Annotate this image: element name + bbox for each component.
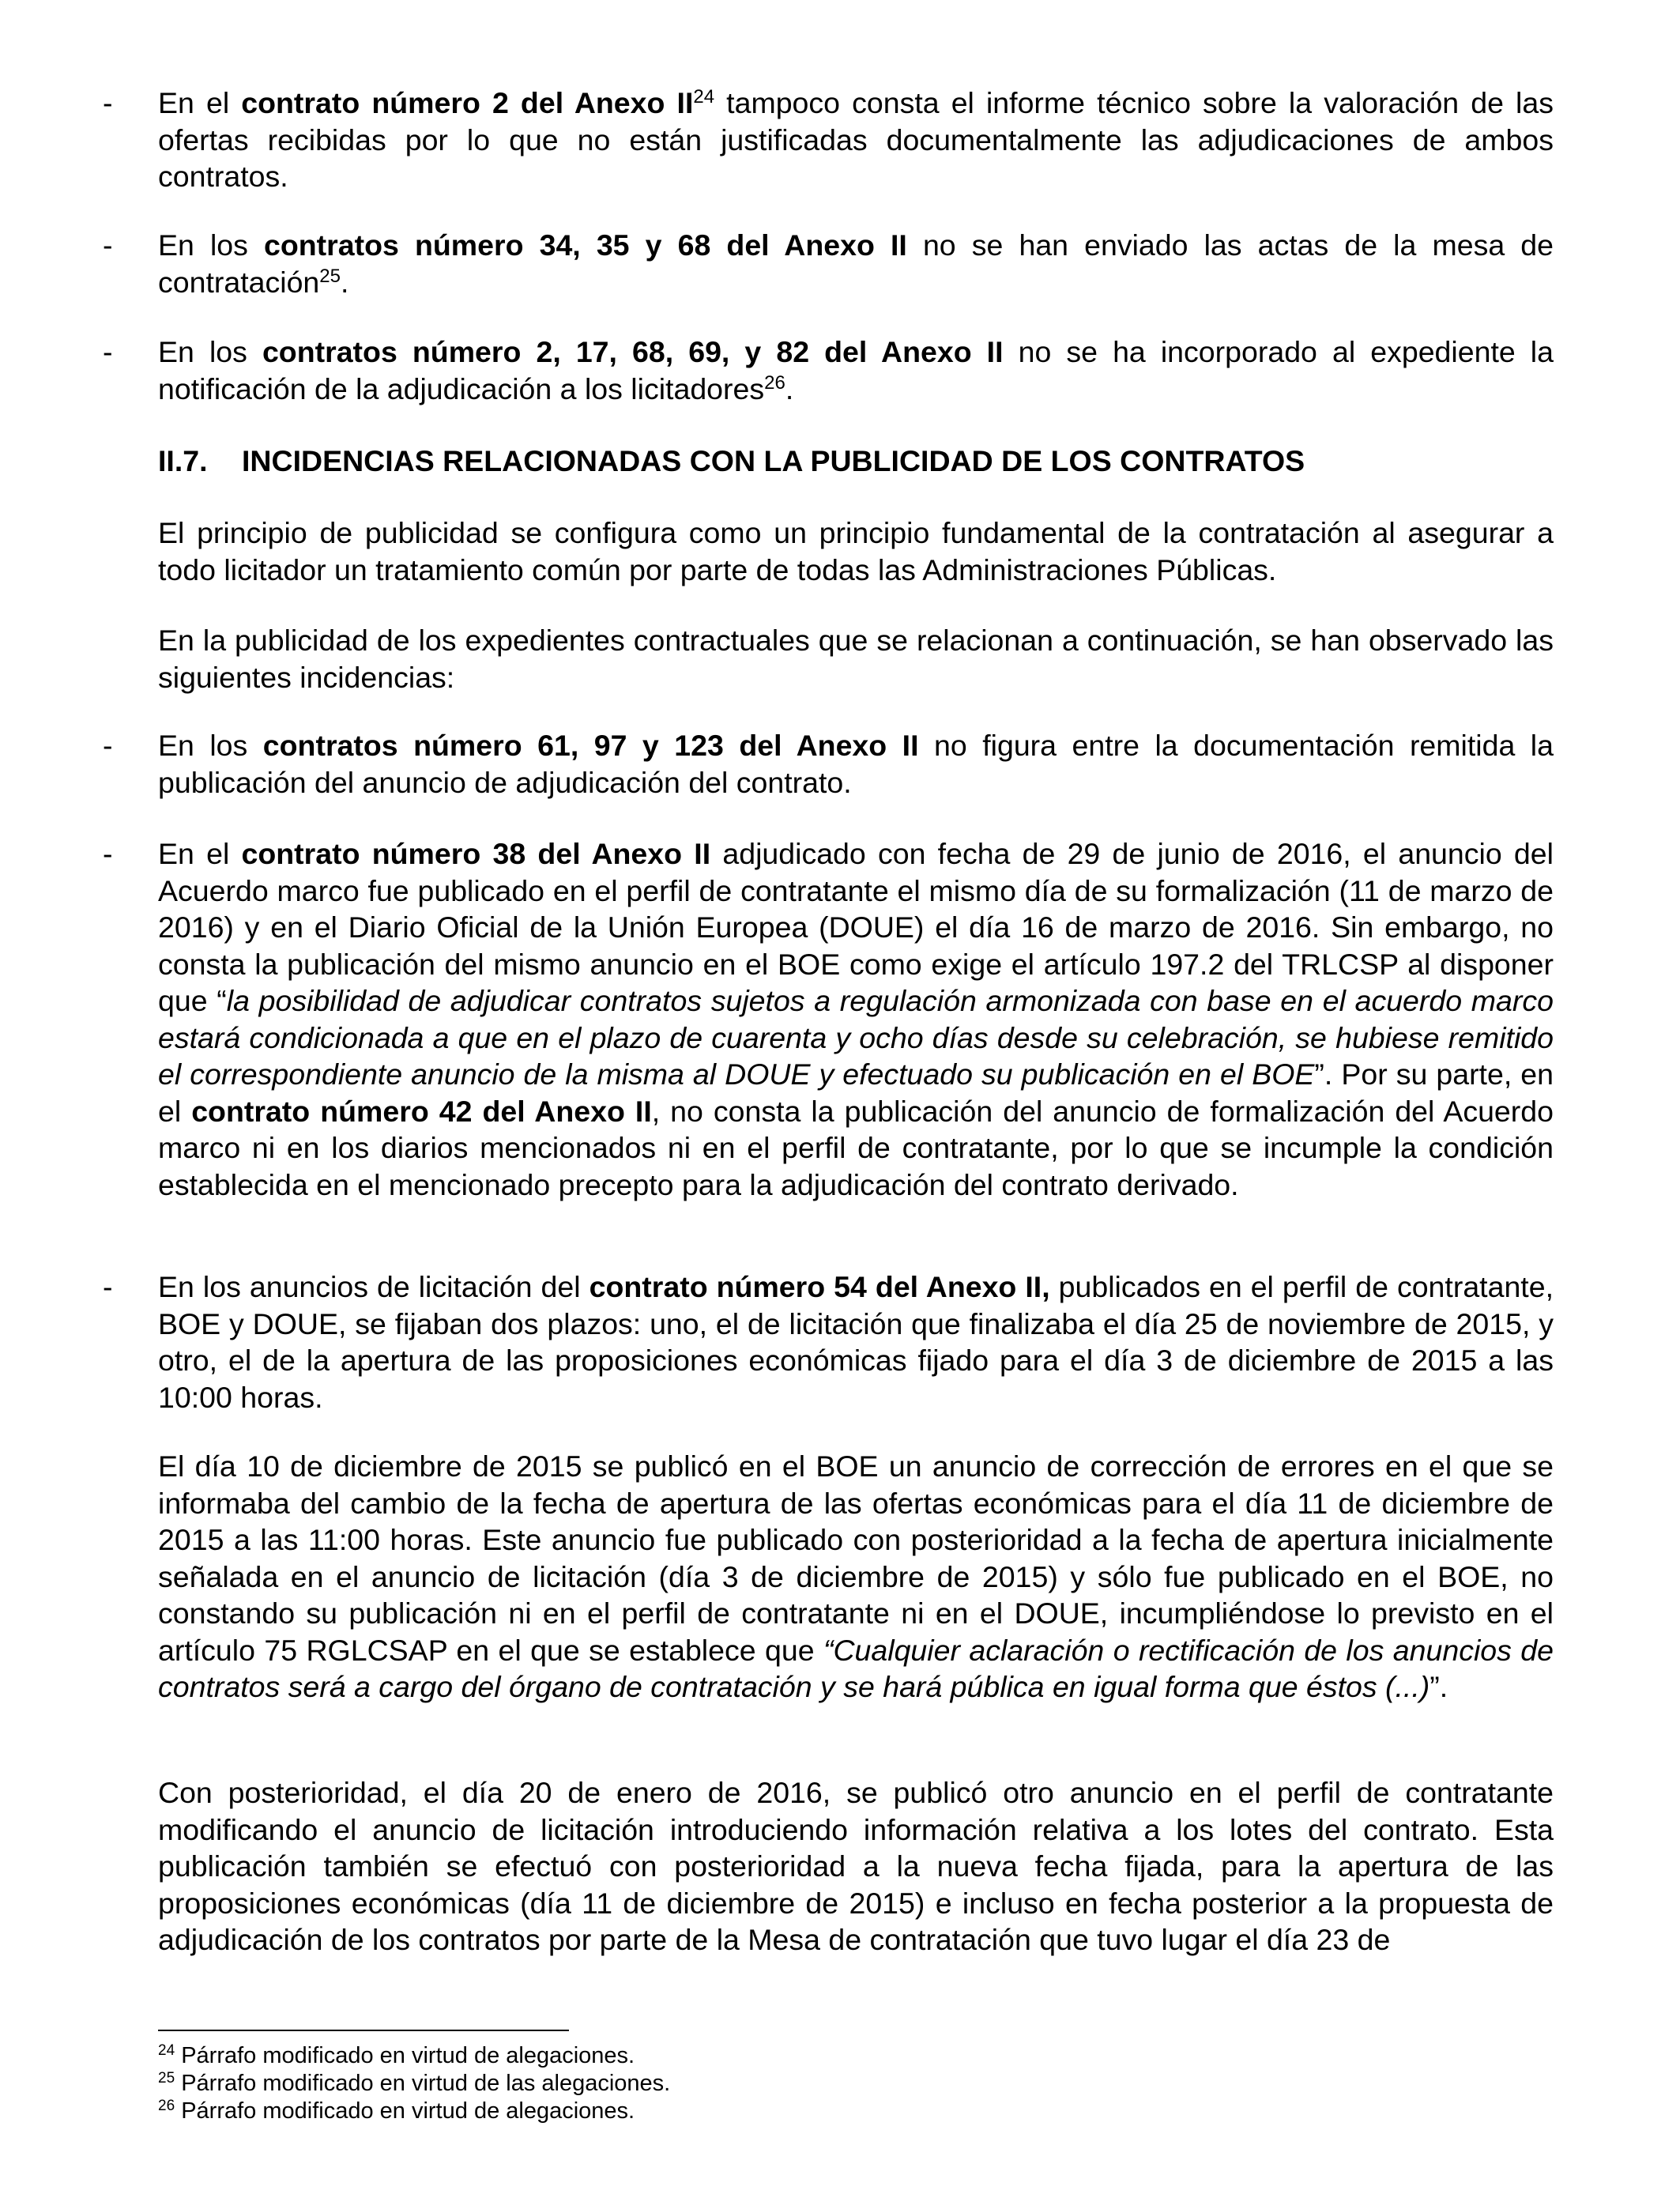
contract-reference: contrato número 2 del Anexo II	[241, 86, 694, 119]
contract-reference: contrato número 38 del Anexo II	[241, 837, 711, 870]
footnote-ref: 26	[764, 371, 785, 394]
section-heading	[158, 443, 1554, 480]
footnote-ref: 25	[319, 265, 341, 287]
legal-quote: la posibilidad de adjudicar contratos sujetos a regulación armonizada con base en el acuerdo marco estará condicionada a que en el plazo de cuarenta y ocho días desde su celebración, se hubiese remitido el correspondiente anuncio de la misma al DOUE y efectuado su publicación en el BOE	[158, 984, 1554, 1091]
bullet-dash: -	[103, 335, 113, 368]
bullet-text: En los contratos número 61, 97 y 123 del Anexo II no figura entre la documentación remitida la publicación del anuncio de adjudicación del contrato.	[158, 729, 1554, 799]
bullet-dash: -	[103, 837, 113, 870]
bullet-dash: -	[103, 86, 113, 119]
bullet-text: En los contratos número 2, 17, 68, 69, y 82 del Anexo II no se ha incorporado al expediente la notificación de la adjudicación a los licitadores$^{26}$.	[158, 335, 1554, 405]
contract-reference: contratos número 61, 97 y 123 del Anexo II	[262, 729, 919, 762]
footnote: $^{24}$ Párrafo modificado en virtud de alegaciones.	[158, 2042, 635, 2068]
bullet-text: En los contratos número 34, 35 y 68 del Anexo II no se han enviado las actas de la mesa de contratación$^{25}$.	[158, 228, 1554, 299]
bullet-text: En los anuncios de licitación del contrato número 54 del Anexo II, publicados en el perfil de contratante, BOE y DOUE, se fijaban dos plazos: uno, el de licitación que finalizaba el día 25 de noviembre de 2015, y otro, el de la apertura de las proposiciones económicas fijado para el día 3 de diciembre de 2015 a las 10:00 horas.	[158, 1270, 1554, 1414]
footnote-number: 24	[158, 2042, 175, 2059]
contract-reference: contratos número 2, 17, 68, 69, y 82 del Anexo II	[262, 335, 1004, 368]
footnote: $^{25}$ Párrafo modificado en virtud de las alegaciones.	[158, 2070, 671, 2096]
paragraph: El día 10 de diciembre de 2015 se publicó en el BOE un anuncio de corrección de errores en el que se informaba del cambio de la fecha de apertura de las ofertas económicas para el día 11 de diciembre de 2015 a las 11:00 horas. Este anuncio fue publicado con posterioridad a la fecha de apertura inicialmente señalada en el anuncio de licitación (día 3 de diciembre de 2015) y sólo fue publicado en el BOE, no constando su publicación ni en el perfil de contratante ni en el DOUE, incumpliéndose lo previsto en el artículo 75 RGLCSAP en el que se establece que “Cualquier aclaración o rectificación de los anuncios de contratos será a cargo del órgano de contratación y se hará pública en igual forma que éstos (...)”.	[158, 1449, 1554, 1703]
paragraph: El principio de publicidad se configura como un principio fundamental de la contratación al asegurar a todo licitador un tratamiento común por parte de todas las Administraciones Públicas.	[158, 516, 1554, 586]
contract-reference: contratos número 34, 35 y 68 del Anexo II	[264, 228, 907, 262]
legal-quote: “Cualquier aclaración o rectificación de los anuncios de contratos será a cargo del órgano de contratación y se hará pública en igual forma que éstos (...)	[158, 1633, 1554, 1703]
footnote: $^{26}$ Párrafo modificado en virtud de alegaciones.	[158, 2098, 635, 2124]
section-title: INCIDENCIAS RELACIONADAS CON LA PUBLICIDAD DE LOS CONTRATOS	[242, 444, 1305, 477]
footnote-number: 25	[158, 2070, 175, 2087]
contract-reference: contrato número 54 del Anexo II,	[589, 1270, 1050, 1303]
footnote-separator	[158, 2030, 569, 2031]
contract-reference: contrato número 42 del Anexo II	[191, 1094, 652, 1128]
bullet-dash: -	[103, 1270, 113, 1303]
footnote-number: 26	[158, 2098, 175, 2114]
paragraph: Con posterioridad, el día 20 de enero de 2016, se publicó otro anuncio en el perfil de contratante modificando el anuncio de licitación introduciendo información relativa a los lotes del contrato. Esta publicación también se efectuó con posterioridad a la nueva fecha fijada, para la apertura de las proposiciones económicas (día 11 de diciembre de 2015) e incluso en fecha posterior a la propuesta de adjudicación de los contratos por parte de la Mesa de contratación que tuvo lugar el día 23 de	[158, 1776, 1554, 1956]
section-number: II.7.	[158, 444, 208, 477]
bullet-dash: -	[103, 228, 113, 262]
bullet-text: En el contrato número 2 del Anexo II$^{24}$ tampoco consta el informe técnico sobre la valoración de las ofertas recibidas por lo que no están justificadas documentalmente las adjudicaciones de ambos contratos.	[158, 86, 1554, 193]
paragraph: En la publicidad de los expedientes contractuales que se relacionan a continuación, se han observado las siguientes incidencias:	[158, 624, 1554, 694]
bullet-text: En el contrato número 38 del Anexo II adjudicado con fecha de 29 de junio de 2016, el anuncio del Acuerdo marco fue publicado en el perfil de contratante el mismo día de su formalización (11 de marzo de 2016) y en el Diario Oficial de la Unión Europea (DOUE) el día 16 de marzo de 2016. Sin embargo, no consta la publicación del mismo anuncio en el BOE como exige el artículo 197.2 del TRLCSP al disponer que “la posibilidad de adjudicar contratos sujetos a regulación armonizada con base en el acuerdo marco estará condicionada a que en el plazo de cuarenta y ocho días desde su celebración, se hubiese remitido el correspondiente anuncio de la misma al DOUE y efectuado su publicación en el BOE”. Por su parte, en el contrato número 42 del Anexo II, no consta la publicación del anuncio de formalización del Acuerdo marco ni en los diarios mencionados ni en el perfil de contratante, por lo que se incumple la condición establecida en el mencionado precepto para la adjudicación del contrato derivado.	[158, 837, 1554, 1201]
footnote-ref: 24	[693, 86, 715, 107]
bullet-dash: -	[103, 729, 113, 762]
